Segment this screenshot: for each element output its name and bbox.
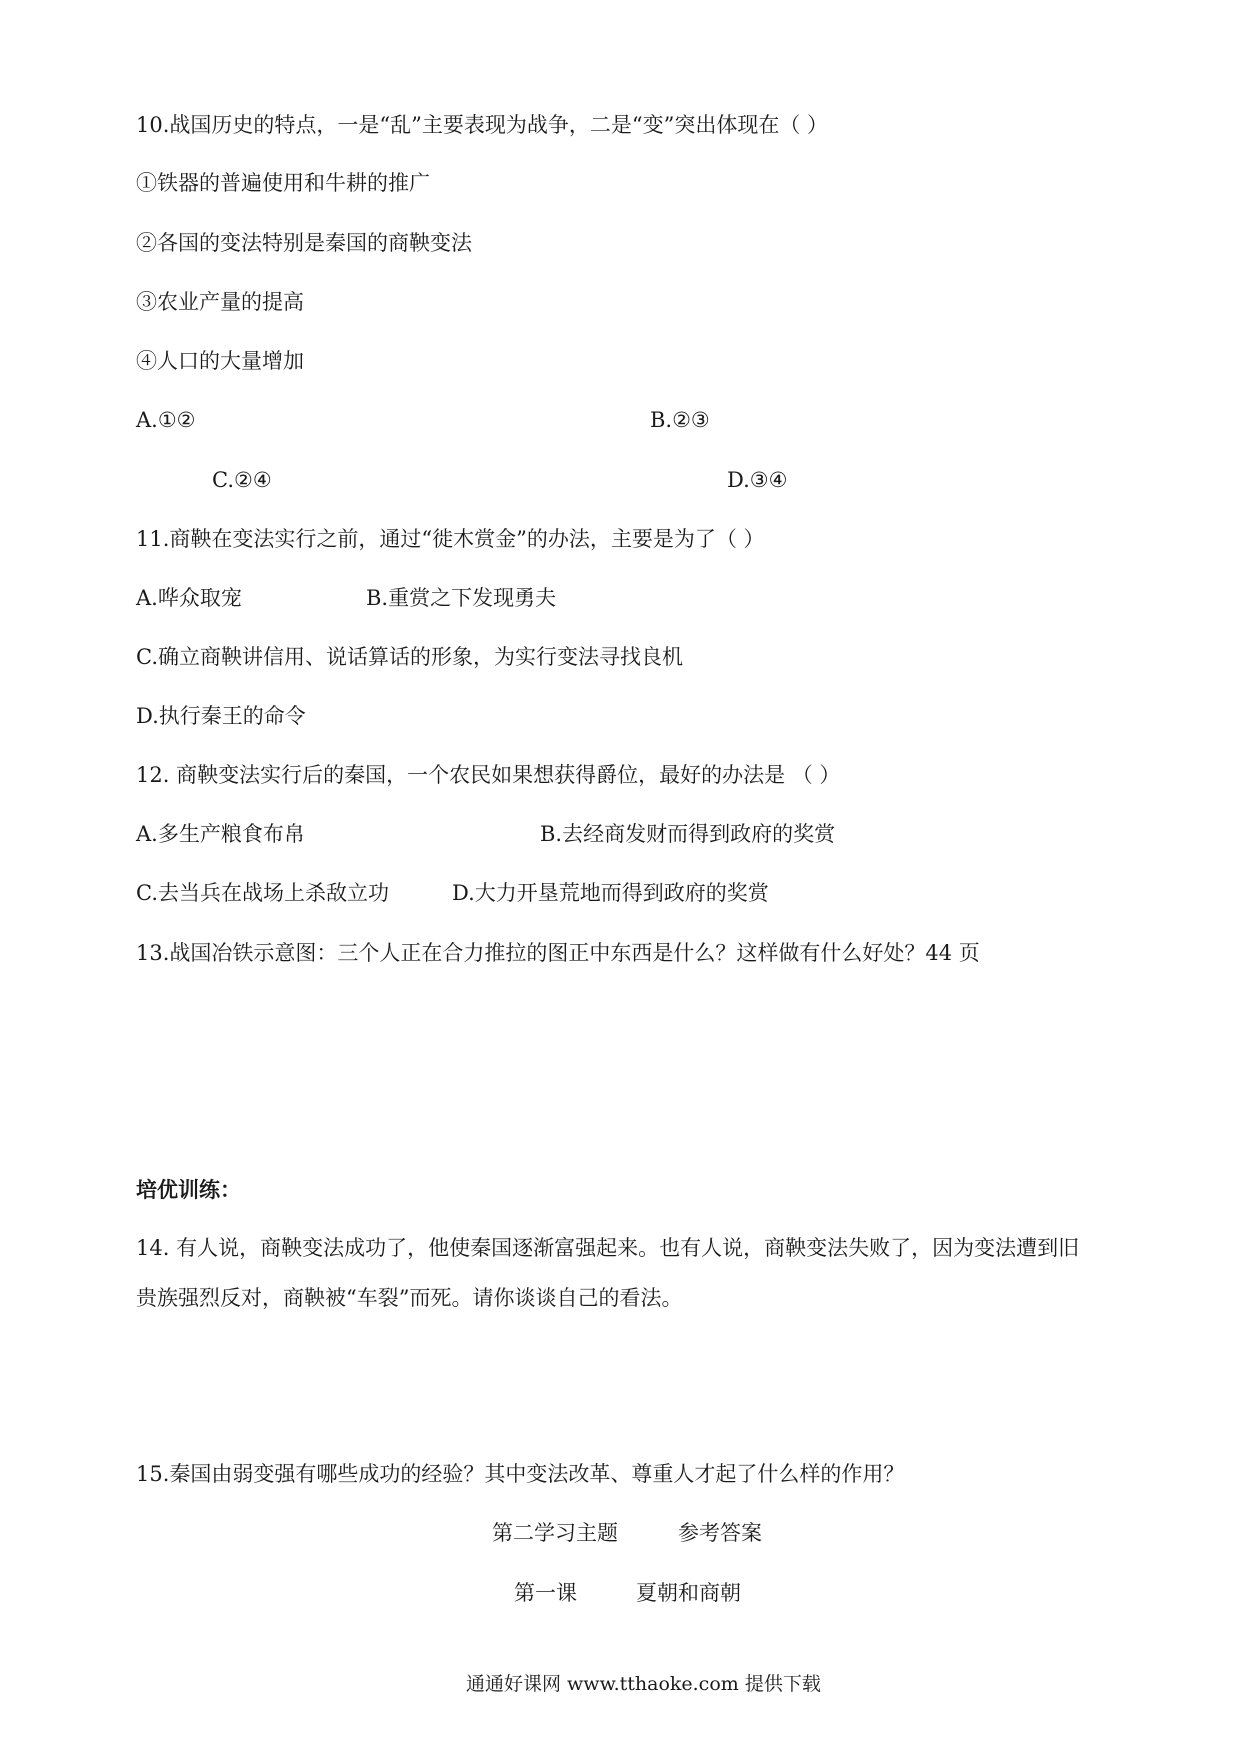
q11-option-c: C.确立商鞅讲信用、说话算话的形象，为实行变法寻找良机 xyxy=(136,645,683,669)
q12-option-b: B.去经商发财而得到政府的奖赏 xyxy=(540,822,836,846)
lesson-title-left: 第一课 xyxy=(514,1581,577,1605)
q11-option-a: A.哗众取宠 xyxy=(136,586,242,610)
answers-title-left: 第二学习主题 xyxy=(492,1521,618,1545)
advanced-heading: 培优训练： xyxy=(136,1177,241,1202)
page-footer: 通通好课网 www.tthaoke.com 提供下载 xyxy=(466,1673,821,1695)
q11-option-b: B.重赏之下发现勇夫 xyxy=(366,586,557,610)
q14-line-2: 贵族强烈反对，商鞅被“车裂”而死。请你谈谈自己的看法。 xyxy=(136,1286,683,1310)
q10-item-1: ①铁器的普遍使用和牛耕的推广 xyxy=(136,171,430,195)
q14-line-1: 14. 有人说，商鞅变法成功了，他使秦国逐渐富强起来。也有人说，商鞅变法失败了，因为变法遭到旧 xyxy=(136,1236,1080,1260)
q15-stem: 15.秦国由弱变强有哪些成功的经验？其中变法改革、尊重人才起了什么样的作用？ xyxy=(136,1462,905,1486)
q10-item-4: ④人口的大量增加 xyxy=(136,349,304,373)
q12-stem: 12. 商鞅变法实行后的秦国，一个农民如果想获得爵位，最好的办法是 （ ） xyxy=(136,763,841,787)
lesson-title-right: 夏朝和商朝 xyxy=(636,1581,741,1605)
q10-item-3: ③农业产量的提高 xyxy=(136,290,304,314)
q10-option-b: B.②③ xyxy=(650,408,710,432)
q11-stem: 11.商鞅在变法实行之前，通过“徙木赏金”的办法，主要是为了（ ） xyxy=(136,527,765,551)
q10-option-d: D.③④ xyxy=(727,468,788,492)
q12-option-d: D.大力开垦荒地而得到政府的奖赏 xyxy=(452,881,769,905)
q10-option-c: C.②④ xyxy=(212,468,272,492)
q10-stem: 10.战国历史的特点，一是“乱”主要表现为战争，二是“变”突出体现在（ ） xyxy=(136,113,829,137)
q11-option-d: D.执行秦王的命令 xyxy=(136,704,306,728)
q12-option-c: C.去当兵在战场上杀敌立功 xyxy=(136,881,389,905)
q10-option-a: A.①② xyxy=(136,408,196,432)
q13-stem: 13.战国冶铁示意图：三个人正在合力推拉的图正中东西是什么？这样做有什么好处？44 页 xyxy=(136,941,980,965)
answers-title-right: 参考答案 xyxy=(678,1521,762,1545)
q12-option-a: A.多生产粮食布帛 xyxy=(136,822,305,846)
q10-item-2: ②各国的变法特别是秦国的商鞅变法 xyxy=(136,231,472,255)
